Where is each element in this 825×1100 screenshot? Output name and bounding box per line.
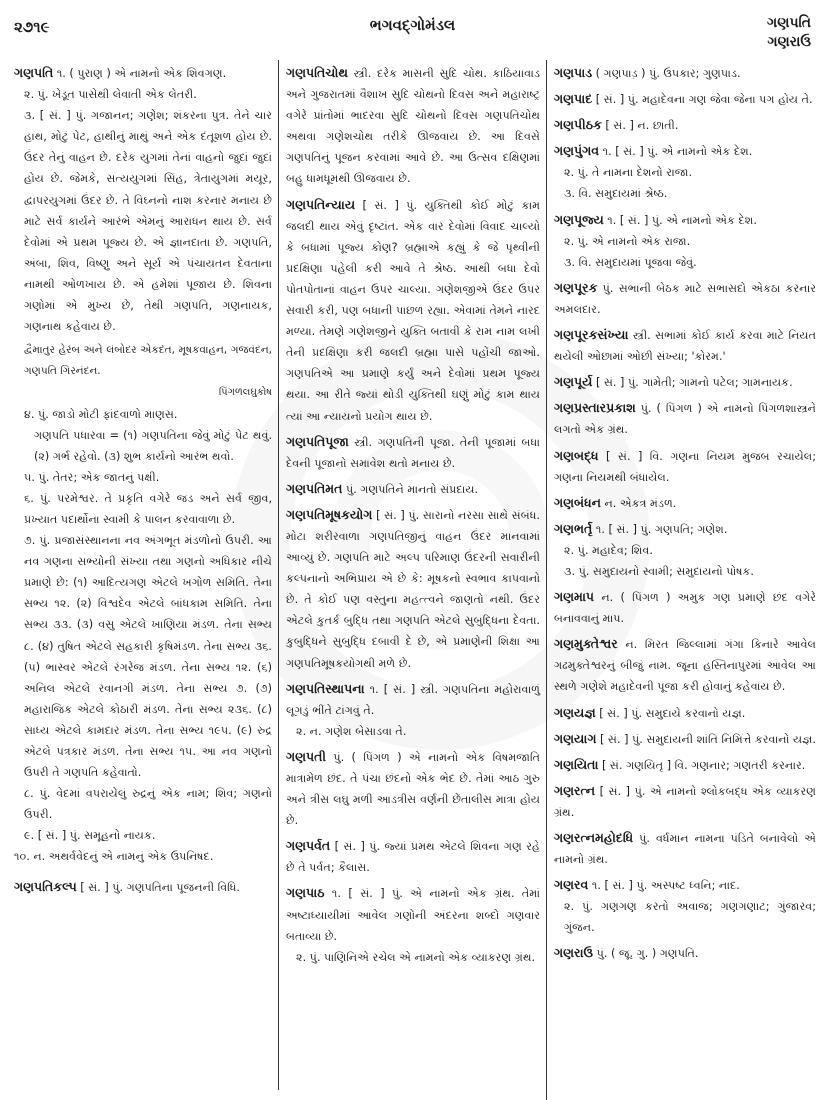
entry-headword: ગણપૂર્ય [554,374,593,390]
dictionary-entry [14,876,272,898]
entry-headword: ગણપાદ [554,91,593,107]
entry-sense: ન. ( પિંગળ ) અમુક ગણ પ્રમાણે છંદ વગેરે બનાવવાનું માપ. [554,591,816,626]
column-divider [546,60,547,1100]
quote-source: પિંગળલઘુકોષ [218,387,272,399]
dictionary-entry [554,62,816,84]
dictionary-entry [286,194,540,427]
entry-headword: ગણપતી [286,748,327,764]
page-number: ૨૭૧૯ [14,18,50,36]
entry-headword: ગણપૂજ્ય [554,211,604,227]
entry-sense: ન. મિરત જિલ્લામાં ગંગા કિનારે આવેલ ગઢમુક્તેશ્વરનું બીજું નામ. જૂના હસ્તિનાપુરમાં આવેલ આ સ્થળે ગણેશે મહાદેવની પૂજા કરી હોવાનું કહેવાય છે. [554,638,816,694]
dictionary-entry [554,445,816,488]
entry-sense: ૩. વિ. સમુદાયમાં પૂજવા જેવું. [564,255,697,269]
dictionary-entry [286,62,540,190]
column-1 [14,62,272,902]
dictionary-entry [286,835,540,878]
entry-headword: ગણપીઠક [554,117,602,133]
dictionary-entry [554,114,816,136]
entry-sense: [ સં. ] પું. યુક્તિથી કોઈ મોટું કામ જલદી થાય એવું દૃષ્ટાંત. એક વાર દેવોમાં વિવાદ ચાલ્યો કે બધામાં પૂજ્ય કોણ? બ્રહ્માએ કહ્યું કે જે પૃથ્વીની પ્રદક્ષિણા પહેલી કરી આવે તે શ્રેષ્ઠ. આથી બધા દેવો પોતપોતાનાં વાહન ઉપર ચાલ્યા. ગણેશજીએ ઉંદર ઉપર સવારી કરી, પણ બધાની પાછળ રહ્યા. એવામાં તેમને નારદ મળ્યા. તેમણે ગણેશજીને યુક્તિ બતાવી કે રામ નામ લખી તેની પ્રદક્ષિણા કરી જલદી બ્રહ્મા પાસે પહોંચી જાઓ. ગણપતિએ આ પ્રમાણે કર્યું અને દેવોમાં પ્રથમ પૂજ્ય થયા. આ રીતે જ્યાં થોડી યુક્તિથી ઘણું મોટું કામ થાય ત્યાં આ ન્યાયનો પ્રયોગ થાય છે. [286,198,540,423]
entry-sense: ૮. પું. વેદમાં વપરાયેલું રુદ્રનું એક નામ; શિવ; ગણનો ઉપરી. [24,787,272,822]
entry-sense: [ સં. ગણયિતૃ ] વિ. ગણનાર; ગણતરી કરનાર. [602,758,806,772]
dictionary-entry [554,397,816,440]
dictionary-entry [286,746,540,831]
entry-headword: ગણપ્રસ્તારપ્રકાશ [554,400,636,416]
entry-sense: ૨. ન. ગણેશ બેસાડવા તે. [296,724,407,738]
dictionary-entry [554,209,816,273]
dictionary-entry [14,62,272,868]
entry-sense: [ સં. ] ન. છાતી. [605,119,679,133]
entry-headword: ગણયાગ [554,730,597,746]
entry-sense: [ સં. ] પું. સમુદાયની શાંતિ નિમિત્તે કરવાનો યજ્ઞ. [600,732,816,746]
entry-sense: ૨. પું. એ નામનો એક રાજા. [564,234,691,248]
entry-sense: સ્ત્રી. દરેક માસની સુદિ ચોથ. કાઠિયાવાડ અને ગુજરાતમાં વૈશાખ સુદિ ચોથનો દિવસ અને મહારાષ્ટ્ર વગેરે પ્રાંતોમાં ભાદરવા સુદિ ચોથનો દિવસ ગણપતિચોથ અથવા ગણેશચોથ તરીકે ઊજવાય છે. આ દિવસે ગણપતિનું પૂજન કરવામાં આવે છે. આ ઉત્સવ દક્ષિણમાં બહુ ધામધૂમથી ઊજવાય છે. [286,67,540,186]
entry-headword: ગણપૂરકસંખ્યા [554,327,629,343]
entry-sense: ૨. પું. તે નામના દેશનો રાજા. [564,166,693,180]
entry-headword: ગણયજ્ઞ [554,704,596,720]
entry-headword: ગણપતિન્યાય [286,196,356,212]
entry-headword: ગણરત્નમહોદધિ [554,830,634,845]
entry-sense: ૭. પું. પ્રજાસંસ્થાનના નવ અંગભૂત મંડળોનો ઉપરી. આ નવ ગણના સભ્યોની સંખ્યા તથા ગણનો અધિકાર નીચે પ્રમાણે છે: (૧) આદિત્યગણ એટલે ખગોળ સમિતિ. તેના સભ્ય ૧૨. (૨) વિશ્વદેવ એટલે બાંધકામ સમિતિ. તેના સભ્ય ૩૩. (૩) વસુ એટલે ખાણિયા મંડળ. તેના સભ્ય ૮. (૪) તુષિત એટલે સહકારી કૃષિમંડળ. તેના સભ્ય ૩૬. (૫) ભાસ્વર એટલે રંગરેજ મંડળ. તેના સભ્ય ૧૨. (૬) અનિલ એટલે રવાનગી મંડળ. તેના સભ્ય ૭. (૭) મહારાજિક એટલે કોઠારી મંડળ. તેના સભ્ય ૨૩૬. (૮) સાધ્ય એટલે કામદાર મંડળ. તેના સભ્ય ૧૯૫. (૯) રુદ્ર એટલે પત્રકાર મંડળ. તેના સભ્ય ૧૫. આ નવ ગણનો ઉપરી તે ગણપતિ કહેવાતો. [24,534,272,780]
entry-sense: [ સં. ] પું. સમુદાયે કરવાનો યજ્ઞ. [599,706,746,720]
running-title: ભગવદ્ગોમંડલ [369,16,456,34]
entry-headword: ગણપતિમૂષકયોગ [286,506,373,522]
entry-headword: ગણમુક્તેશ્વર [554,636,618,652]
entry-sense: ૧. [ સં. ] પું. એ નામનો એક ગ્રંથ. તેમાં અષ્ટાધ્યાયીમાં આવેલ ગણોની અંદરના શબ્દો ગણવાર બતાવ્યા છે. [286,887,540,943]
dictionary-entry [286,431,540,474]
entry-sense: ૬. પું. પરમેશ્વર. તે પ્રકૃતિ વગેરે જડ અને સર્વ જીવ, પ્રખ્યાત પદાર્થોના સ્વામી કે પાલન કરવાવાળા છે. [24,491,272,526]
column-divider [278,60,279,1090]
guide-words [767,14,811,52]
entry-idiom: ગણપતિ પધારવા = (૧) ગણપતિના જેવું મોટું પેટ થવું. (૨) ગર્ભ રહેવો. (૩) શુભ કાર્યનો આરંભ થવો. [34,428,272,463]
entry-sense: પું. ( પિંગળ ) એ નામનો પિંગળશાસ્ત્રને લગતો એક ગ્રંથ. [554,402,816,437]
entry-sense: ( ગણપાડ઼ ) પું. ઉપકાર; ગુણપાડ. [595,67,741,80]
entry-sense: ૪. પું. જાડો મોટી ફાંદવાળો માણસ. [24,407,178,421]
entry-sense: ૧. [ સં. ] પું. અસ્પષ્ટ ધ્વનિ; નાદ. [591,879,740,893]
entry-sense: ૧. [ સં. ] પું. એ નામનો એક દેશ. [602,145,753,159]
entry-sense: સ્ત્રી. સભામાં કોઈ કાર્ય કરવા માટે નિયત થયેલી ઓછામાં ઓછી સંખ્યા; 'કોરમ.' [554,329,816,364]
dictionary-entry [554,942,816,964]
entry-sense: ન. એકત્ર મંડળ. [604,496,677,510]
entry-sense: [ સં. ] પું. ગણપતિના પૂજનની વિધિ. [80,880,240,894]
entry-sense: [ સં. ] પું. મહાદેવના ગણ જેવા જેના પગ હોય તે. [595,93,813,107]
entry-sense: પું. વર્ધમાન નામના પંડિતે બનાવેલો એ નામનો ગ્રંથ. [554,832,816,867]
entry-headword: ગણપતિપૂજા [286,433,349,449]
entry-headword: ગણપતિમત [286,480,343,496]
entry-sense: પું. સભાની બેઠક માટે સભાસદો એકઠા કરનાર અમલદાર. [554,281,816,316]
entry-sense: ૧. ( પુરાણ ) એ નામનો એક શિવગણ. [56,67,227,80]
entry-sense: ૨. પું. ગણગણ કરતો અવાજ; ગણગણાટ; ગુંજારવ; ગુંજન. [564,900,816,935]
entry-sense: ૨. પું. ખેડૂત પાસેથી લેવાતી એક લેતરી. [24,88,197,102]
dictionary-entry [286,504,540,674]
dictionary-entry [554,874,816,938]
entry-headword: ગણબદ્ધ [554,447,599,463]
entry-sense: સ્ત્રી. ગણપતિની પૂજા. તેની પૂજામાં બધા દેવની પૂજાનો સમાવેશ થતો મનાય છે. [286,435,540,470]
dictionary-entry [554,586,816,629]
dictionary-entry [554,827,816,870]
entry-headword: ગણપાડ [554,65,593,80]
entry-quote: દ્વૈમાતુર હેરંબ અને લંબોદર એકદંત, મૂષકવાહન, ગજવંદન, ગણપતિ ગિરનંદન. [24,344,272,378]
entry-headword: ગણબંધન [554,494,601,510]
entry-sense: ૧૦. ન. અથર્વવેદનું એ નામનું એક ઉપનિષદ. [14,850,214,864]
dictionary-entry [554,518,816,582]
guide-word-first: ગણપતિ [767,15,811,31]
dictionary-entry [554,492,816,514]
entry-headword: ગણયિતા [554,756,599,772]
entry-sense: ૧. [ સં. ] પું. ગણપતિ; ગણેશ. [595,522,728,536]
entry-sense: ૫. પું. તેતર; એક જાતનું પક્ષી. [24,470,160,484]
entry-headword: ગણપતિકલ્પ [14,878,77,894]
dictionary-entry [554,780,816,823]
entry-sense: ૩. વિ. સમુદાયમાં શ્રેષ્ઠ. [564,187,668,201]
entry-sense: [ સં. ] વિ. ગણના નિયમ મુજબ રચાયેલ; ગણના નિયમથી બંધાયેલ. [554,449,816,484]
guide-word-last: ગણરાઉ [767,34,811,50]
dictionary-entry [286,478,540,500]
dictionary-entry [286,882,540,967]
entry-headword: ગણપતિ [14,65,54,80]
entry-headword: ગણરાઉ [554,945,594,961]
entry-headword: ગણમાપ [554,589,595,605]
dictionary-entry [554,633,816,697]
entry-sense: ૯. [ સં. ] પું. સમૂહનો નાયક. [24,829,156,843]
entry-headword: ગણપુંગવ [554,143,600,159]
entry-sense: ૩. [ સં. ] પું. ગજાનન; ગણેશ; શંકરના પુત્ર. તેને ચાર હાથ, મોટું પેટ, હાથીનું માથું અને એક દંતૂશળ હોય છે. ઉંદર તેનું વાહન છે. દરેક યુગમાં તેનાં વાહનો જુદાં જુદાં હોય છે. જેમકે, સત્યયુગમાં સિંહ, ત્રેતાયુગમાં મયૂર, દ્વાપરયુગમાં ઉંદર છે. તે વિઘ્નનો નાશ કરનાર મનાય છે માટે સર્વ કાર્યને આરંભે એમનું આરાધન થાય છે. સર્વ દેવોમાં એ પ્રથમ પૂજ્ય છે. એ જ્ઞાનદાતા છે. ગણપતિ, અંબા, શિવ, વિષ્ણુ અને સૂર્ય એ પંચાયતન દેવતાના નામથી ઓળખાય છે. એ હમેશાં પૂજાય છે. શિવના ગણોમાં એ મુખ્ય છે, તેથી ગણપતિ, ગણનાયક, ગણનાથ કહેવાય છે. [24,109,272,334]
entry-sense: [ સં. ] પું. સારાનો નરસા સાથે સંબંધ. મોટા શરીરવાળા ગણપતિજીનું વાહન ઉંદર માનવામાં આવ્યું છે. ગણપતિ માટે અલ્પ પરિમાણ ઉંદરની સવારીની કલ્પનાનો અભિપ્રાય એ છે કે: મૂષકનો સ્વભાવ કાપવાનો છે. તે કોઈ પણ વસ્તુના મહત્ત્વને જાણતો નથી. ઉંદર એટલે કુતર્ક બુદ્ધિ તથા ગણપતિ એટલે સુબુદ્ધિના દેવતા. કુબુદ્ધિને સુબુદ્ધિ દબાવી દે છે, એ પ્રમાણેની શિક્ષા આ ગણપતિમૂષકયોગથી મળે છે. [286,508,540,670]
entry-headword: ગણભર્તૃ [554,520,593,536]
dictionary-entry [554,324,816,367]
dictionary-entry [286,678,540,742]
entry-sense: ૨. પું. મહાદેવ; શિવ. [564,543,653,557]
entry-sense: ૧. [ સં. ] પું. એ નામનો એક દેશ. [607,213,757,227]
entry-sense: પું. ગણપતિને માનતો સંપ્રદાય. [345,482,479,496]
entry-headword: ગણપર્વત [286,838,331,854]
dictionary-entry [554,88,816,110]
dictionary-entry [554,702,816,724]
entry-headword: ગણપતિચોથ [286,65,348,80]
dictionary-entry [554,140,816,204]
entry-sense: પું. ( જૂ. ગુ. ) ગણપતિ. [596,947,699,961]
column-2 [286,62,540,972]
entry-headword: ગણપતિસ્થાપના [286,680,365,696]
entry-sense: પું. ( પિંગળ ) એ નામનો એક વિષમજાતિ માત્રામેળ છંદ. તે પંચા છંદનો એક ભેદ છે. તેમાં આઠ ગુરુ અને ત્રીસ લઘુ મળી આડત્રીસ વર્ણની છેંતાલીસ માત્રા હોય છે. [286,750,540,828]
entry-sense: [ સં. ] પું. જ્યાં પ્રમથ એટલે શિવના ગણ રહે છે તે પર્વત; કૈલાસ. [286,840,540,875]
entry-sense: [ સં. ] પું. ગામેતી; ગામનો પટેલ; ગામનાયક. [595,376,793,390]
entry-headword: ગણરત્ન [554,782,596,798]
entry-sense: ૩. પું. સમુદાયનો સ્વામી; સમુદાયનો પોષક. [564,564,754,578]
dictionary-entry [554,754,816,776]
page-header [0,14,825,58]
dictionary-entry [554,728,816,750]
entry-sense: [ સં. ] પું. એ નામનો શ્લોકબદ્ધ એક વ્યાકરણ ગ્રંથ. [554,784,816,819]
entry-sense: ૨. પું. પાણિનિએ રચેલ એ નામનો એક વ્યાકરણ ગ્રંથ. [296,950,536,964]
dictionary-entry [554,277,816,320]
entry-headword: ગણપૂરક [554,279,598,295]
dictionary-entry [554,371,816,393]
entry-sense: ૧. [ સં. ] સ્ત્રી. ગણપતિના મહોરાવાળું લૂગડું ભીંતે ટાંગવું તે. [286,682,540,717]
entry-headword: ગણરવ [554,877,589,893]
column-3 [554,62,816,969]
entry-headword: ગણપાઠ [286,885,325,901]
